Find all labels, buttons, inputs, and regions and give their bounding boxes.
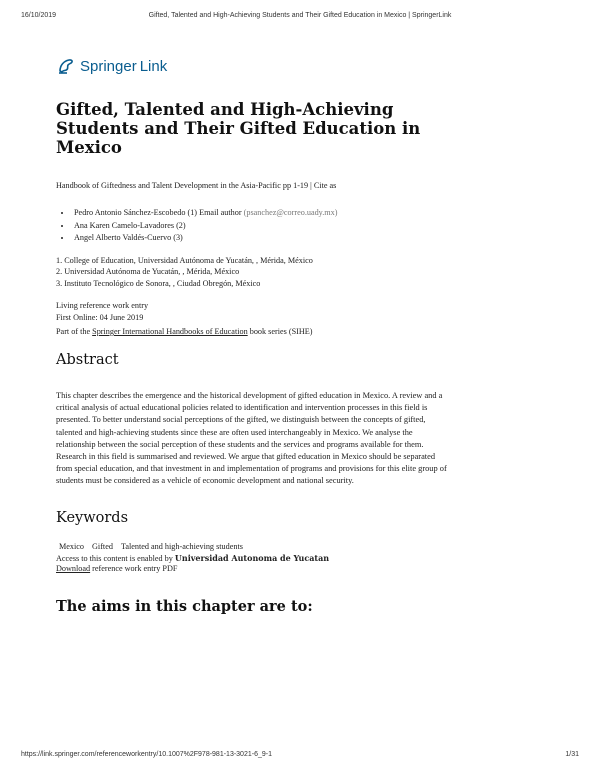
- author-item: [72, 232, 446, 245]
- author-name[interactable]: Pedro Antonio Sánchez-Escobedo: [74, 208, 186, 217]
- affiliation-list: [56, 255, 446, 290]
- keyword-item[interactable]: Gifted: [92, 541, 113, 551]
- email-author-link[interactable]: Email author: [199, 208, 242, 217]
- author-list: [56, 207, 446, 245]
- author-refs: (1): [187, 208, 198, 217]
- aims-heading: The aims in this chapter are to:: [56, 597, 313, 615]
- access-prefix: Access to this content is enabled by: [56, 553, 173, 563]
- first-online: First Online: 04 June 2019: [56, 312, 144, 322]
- download-line: [56, 564, 446, 573]
- keyword-item[interactable]: Talented and high-achieving students: [120, 541, 243, 551]
- download-suffix: reference work entry PDF: [92, 563, 178, 573]
- abstract-heading: Abstract: [56, 352, 119, 368]
- keywords-heading: Keywords: [56, 509, 129, 526]
- entry-type: Living reference work entry: [56, 301, 149, 310]
- part-of-prefix: Part of the: [56, 327, 91, 336]
- author-email[interactable]: (psanchez@correo.uady.mx): [243, 208, 338, 217]
- part-of-suffix: book series (SIHE): [249, 327, 313, 336]
- print-footer: [21, 751, 579, 763]
- affiliation-item: 1. College of Education, Universidad Autónoma de Yucatán, , Mérida, México: [56, 255, 313, 265]
- article-title: Gifted, Talented and High-Achieving Students and Their Gifted Education in Mexico: [56, 100, 421, 157]
- entry-info: [56, 300, 446, 323]
- handbook-meta: Handbook of Giftedness and Talent Development in the Asia-Pacific pp 1-19 | Cite as: [56, 181, 337, 190]
- print-url: https://link.springer.com/referenceworkentry/10.1007%2F978-981-13-3021-6_9-1: [21, 751, 272, 758]
- author-name[interactable]: Angel Alberto Valdés-Cuervo: [74, 233, 172, 242]
- print-page-number: 1/31: [565, 751, 579, 758]
- keyword-item[interactable]: Mexico: [59, 541, 85, 551]
- access-notice: [56, 553, 446, 563]
- author-refs: (3): [173, 233, 183, 242]
- download-link[interactable]: Download: [56, 563, 91, 573]
- series-info: [56, 327, 446, 336]
- print-doc-title: Gifted, Talented and High-Achieving Students and Their Gifted Education in Mexico | SpringerLink: [148, 12, 452, 19]
- access-institution: Universidad Autonoma de Yucatan: [174, 552, 330, 563]
- author-name[interactable]: Ana Karen Camelo-Lavadores: [74, 220, 175, 230]
- affiliation-item: 2. Universidad Autónoma de Yucatán, , Mérida, México: [56, 267, 240, 276]
- springerlink-logo[interactable]: [56, 54, 167, 78]
- logo-suffix: Link: [139, 57, 168, 75]
- abstract-text: This chapter describes the emergence and the historical development of gifted education in Mexico. A review and a critical analysis of actual educational policies related to identification and intervention processes in this field is presented. To better understand social perceptions of the gifted, we distinguish between the concepts of gifted, talented and high-achieving students since these are often used interchangeably in Mexico. We analyse the relationship between the social perception of these students and the services and programs available for them. Research in this field is summarised and reviewed. We argue that gifted education in Mexico should be separated from special education, and that investment in and implementation of programs and provisions for this elite group of students must be considered as a vehicle of economic development and national security.: [56, 391, 447, 486]
- logo-brand: Springer: [80, 57, 137, 75]
- article-content: [56, 100, 446, 615]
- author-refs: (2): [176, 220, 186, 230]
- print-date: 16/10/2019: [21, 12, 57, 19]
- author-item: [72, 220, 446, 233]
- keyword-list: [56, 542, 446, 551]
- logo-text: [80, 58, 167, 75]
- author-item: [72, 207, 446, 220]
- affiliation-item: 3. Instituto Tecnológico de Sonora, , Ciudad Obregón, México: [56, 278, 261, 288]
- print-header: [21, 12, 579, 24]
- series-link[interactable]: Springer International Handbooks of Education: [92, 327, 248, 336]
- springer-horse-icon: [56, 56, 76, 76]
